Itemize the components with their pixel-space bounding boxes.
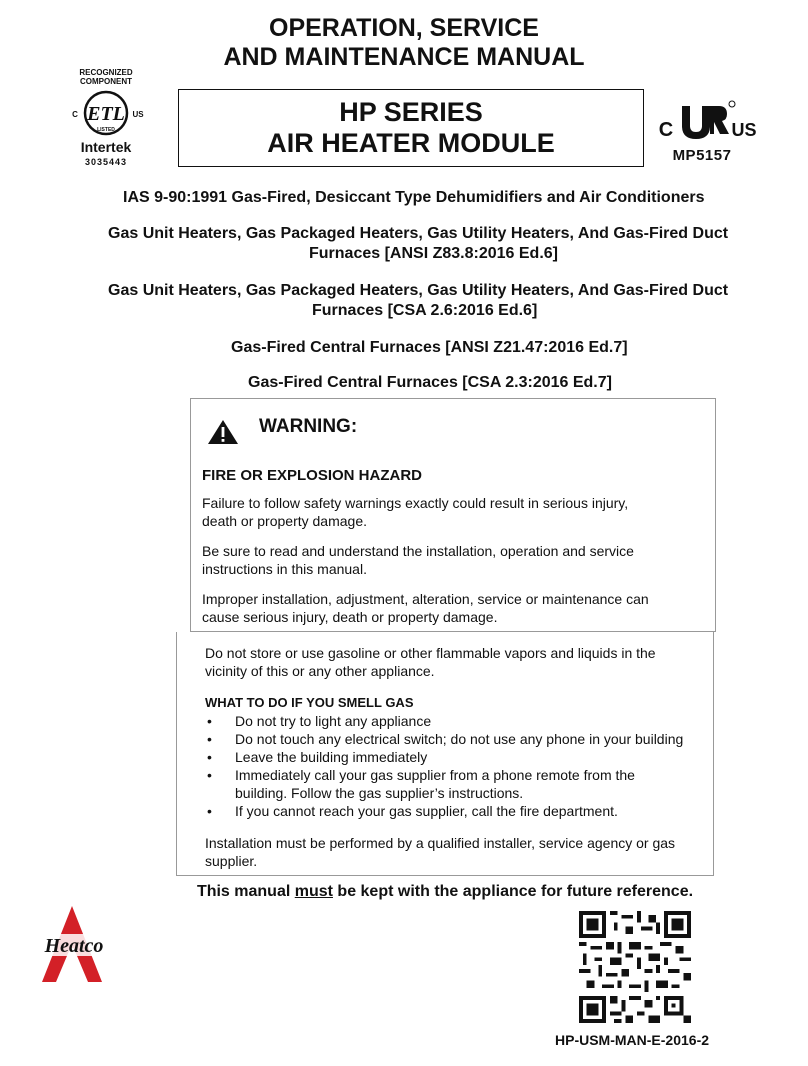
product-line-2: AIR HEATER MODULE — [267, 128, 555, 158]
etl-component-text: COMPONENT — [80, 77, 132, 86]
ur-logo-icon — [648, 96, 756, 144]
warning-p1-line2: death or property damage. — [202, 513, 367, 529]
ur-recognition-mark — [648, 96, 756, 164]
standard-ias: IAS 9-90:1991 Gas-Fired, Desiccant Type Dehumidifiers and Air Conditioners — [123, 189, 705, 206]
standard-csa26-line1: Gas Unit Heaters, Gas Packaged Heaters, Gas Utility Heaters, And Gas-Fired Duct — [108, 282, 729, 299]
etl-c-text: C — [72, 110, 78, 119]
standard-z2147: Gas-Fired Central Furnaces [ANSI Z21.47:2016 Ed.7] — [231, 339, 628, 356]
title-line-2: AND MAINTENANCE MANUAL — [223, 43, 585, 71]
title-line-1: OPERATION, SERVICE — [269, 14, 539, 42]
intertek-brand: Intertek — [80, 139, 132, 155]
etl-listed-text: LISTED — [97, 127, 115, 133]
standard-z83-line1: Gas Unit Heaters, Gas Packaged Heaters, Gas Utility Heaters, And Gas-Fired Duct — [108, 225, 729, 242]
etl-logo-text: ETL — [87, 103, 125, 125]
document-code: HP-USM-MAN-E-2016-2 — [555, 1032, 710, 1048]
ur-us-text: US — [731, 120, 756, 140]
ur-file-number: MP5157 — [672, 147, 732, 164]
heatco-logo-icon — [22, 904, 126, 984]
bullet-dot: • — [207, 803, 212, 819]
warning-p4-line1: Do not store or use gasoline or other flammable vapors and liquids in the — [205, 645, 656, 661]
keep-note-pre: This manual — [196, 883, 295, 900]
etl-us-text: US — [132, 110, 144, 119]
hazard-heading: FIRE OR EXPLOSION HAZARD — [202, 467, 423, 484]
bullet-dot: • — [207, 713, 212, 729]
bullet-dot: • — [207, 731, 212, 747]
etl-logo-icon — [66, 87, 146, 139]
warning-p1-line1: Failure to follow safety warnings exactly could result in serious injury, — [202, 495, 629, 511]
warning-p3-line2: cause serious injury, death or property damage. — [202, 609, 498, 625]
etl-certification-mark — [62, 68, 150, 168]
smell-gas-heading: WHAT TO DO IF YOU SMELL GAS — [205, 695, 414, 710]
product-line-1: HP SERIES — [339, 97, 483, 127]
keep-manual-note — [0, 882, 808, 902]
keep-note-must: must — [294, 883, 333, 900]
smell-gas-bullet-1: Do not try to light any appliance — [235, 713, 432, 729]
warning-heading: WARNING: — [259, 416, 358, 437]
installation-note-line2: supplier. — [205, 853, 258, 869]
smell-gas-bullet-5: If you cannot reach your gas supplier, call the fire department. — [235, 803, 618, 819]
ur-c-text: C — [658, 119, 674, 141]
smell-gas-bullet-4-line1: Immediately call your gas supplier from a phone remote from the — [235, 767, 635, 783]
heatco-logo-text: Heatco — [44, 935, 104, 957]
bullet-dot: • — [207, 767, 212, 783]
smell-gas-bullet-2: Do not touch any electrical switch; do not use any phone in your building — [235, 731, 684, 747]
standard-z83-line2: Furnaces [ANSI Z83.8:2016 Ed.6] — [309, 245, 558, 262]
keep-note-post: be kept with the appliance for future reference. — [332, 883, 694, 900]
warning-p2-line2: instructions in this manual. — [202, 561, 367, 577]
installation-note-line1: Installation must be performed by a qualified installer, service agency or gas — [205, 835, 676, 851]
document-title — [0, 14, 808, 72]
warning-p2-line1: Be sure to read and understand the installation, operation and service — [202, 543, 634, 559]
qr-code-icon — [579, 911, 691, 1023]
warning-triangle-icon — [207, 419, 239, 445]
bullet-dot: • — [207, 749, 212, 765]
etl-number: 3035443 — [84, 157, 128, 167]
standard-csa26-line2: Furnaces [CSA 2.6:2016 Ed.6] — [312, 302, 538, 319]
smell-gas-bullet-4-line2: building. Follow the gas supplier’s instructions. — [235, 785, 524, 801]
product-title-box — [178, 89, 644, 167]
standard-csa23: Gas-Fired Central Furnaces [CSA 2.3:2016 Ed.7] — [248, 374, 612, 391]
warning-p4-line2: vicinity of this or any other appliance. — [205, 663, 435, 679]
warning-p3-line1: Improper installation, adjustment, alteration, service or maintenance can — [202, 591, 649, 607]
etl-recognized-text: RECOGNIZED — [79, 68, 133, 77]
smell-gas-bullet-3: Leave the building immediately — [235, 749, 428, 765]
